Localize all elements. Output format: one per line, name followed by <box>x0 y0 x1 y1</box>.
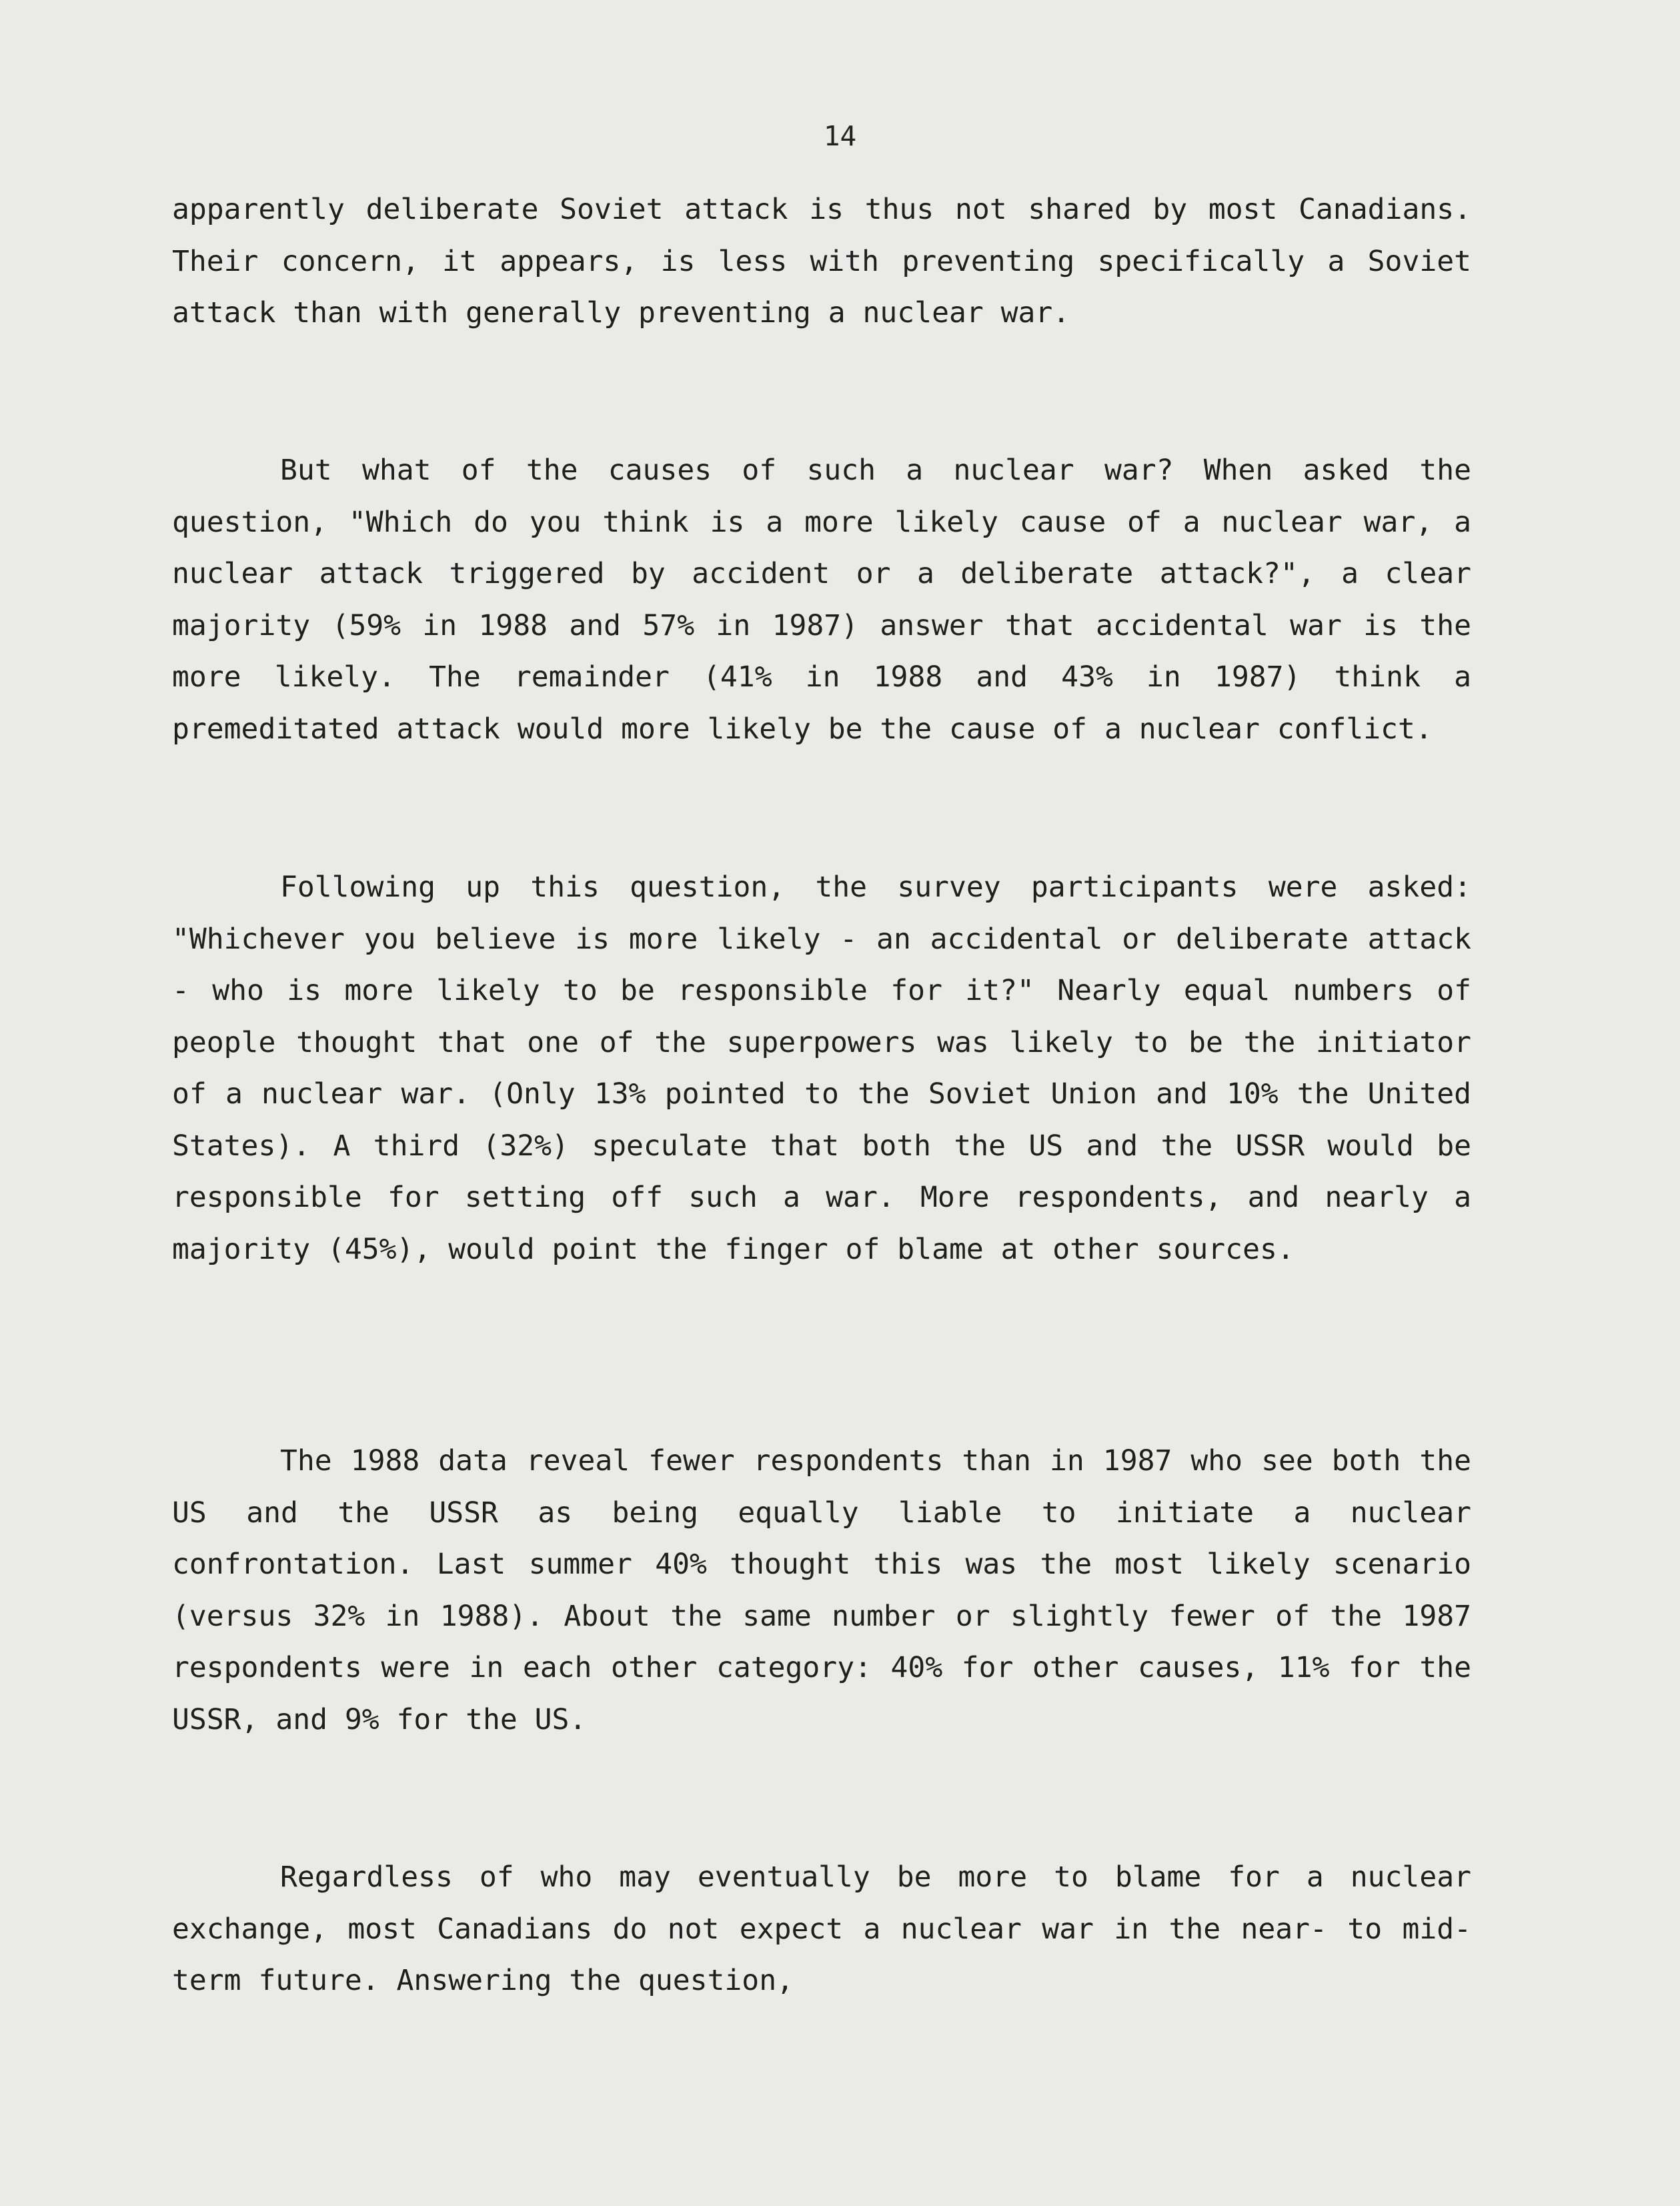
paragraph-4-block <box>172 1436 1471 1746</box>
paragraph-3: Following up this question, the survey participants were asked: "Whichever you believe is more likely - an accidental or deliberate attack - who is more likely to be responsible for it?" Nearly equal numbers of people thought that one of the superpowers was likely to be the initiator of a nuclear war. (Only 13% pointed to the Soviet Union and 10% the United States). A third (32%) speculate that both the US and the USSR would be responsible for setting off such a war. More respondents, and nearly a majority (45%), would point the finger of blame at other sources. <box>172 871 1471 1266</box>
paragraph-3-block <box>172 862 1471 1275</box>
paragraph-4: The 1988 data reveal fewer respondents than in 1987 who see both the US and the USSR as being equally liable to initiate a nuclear confrontation. Last summer 40% thought this was the most likely scenario (versus 32% in 1988). About the same number or slightly fewer of the 1987 respondents were in each other category: 40% for other causes, 11% for the USSR, and 9% for the US. <box>172 1444 1471 1736</box>
paragraph-1: apparently deliberate Soviet attack is thus not shared by most Canadians. Their concern, it appears, is less with preventing specifically a Soviet attack than with generally preventing a nuclear war. <box>172 193 1471 330</box>
page-number: 14 <box>823 120 857 152</box>
paragraph-5-block <box>172 1852 1471 2007</box>
paragraph-5: Regardless of who may eventually be more to blame for a nuclear exchange, most Canadians do not expect a nuclear war in the near- to mid-term future. Answering the question, <box>172 1860 1471 1997</box>
paragraph-2: But what of the causes of such a nuclear war? When asked the question, "Which do you think is a more likely cause of a nuclear war, a nuclear attack triggered by accident or a deliberate attack?", a clear majority (59% in 1988 and 57% in 1987) answer that accidental war is the more likely. The remainder (41% in 1988 and 43% in 1987) think a premeditated attack would more likely be the cause of a nuclear conflict. <box>172 454 1471 746</box>
paragraph-2-block <box>172 445 1471 755</box>
paragraph-1-block <box>172 184 1471 340</box>
